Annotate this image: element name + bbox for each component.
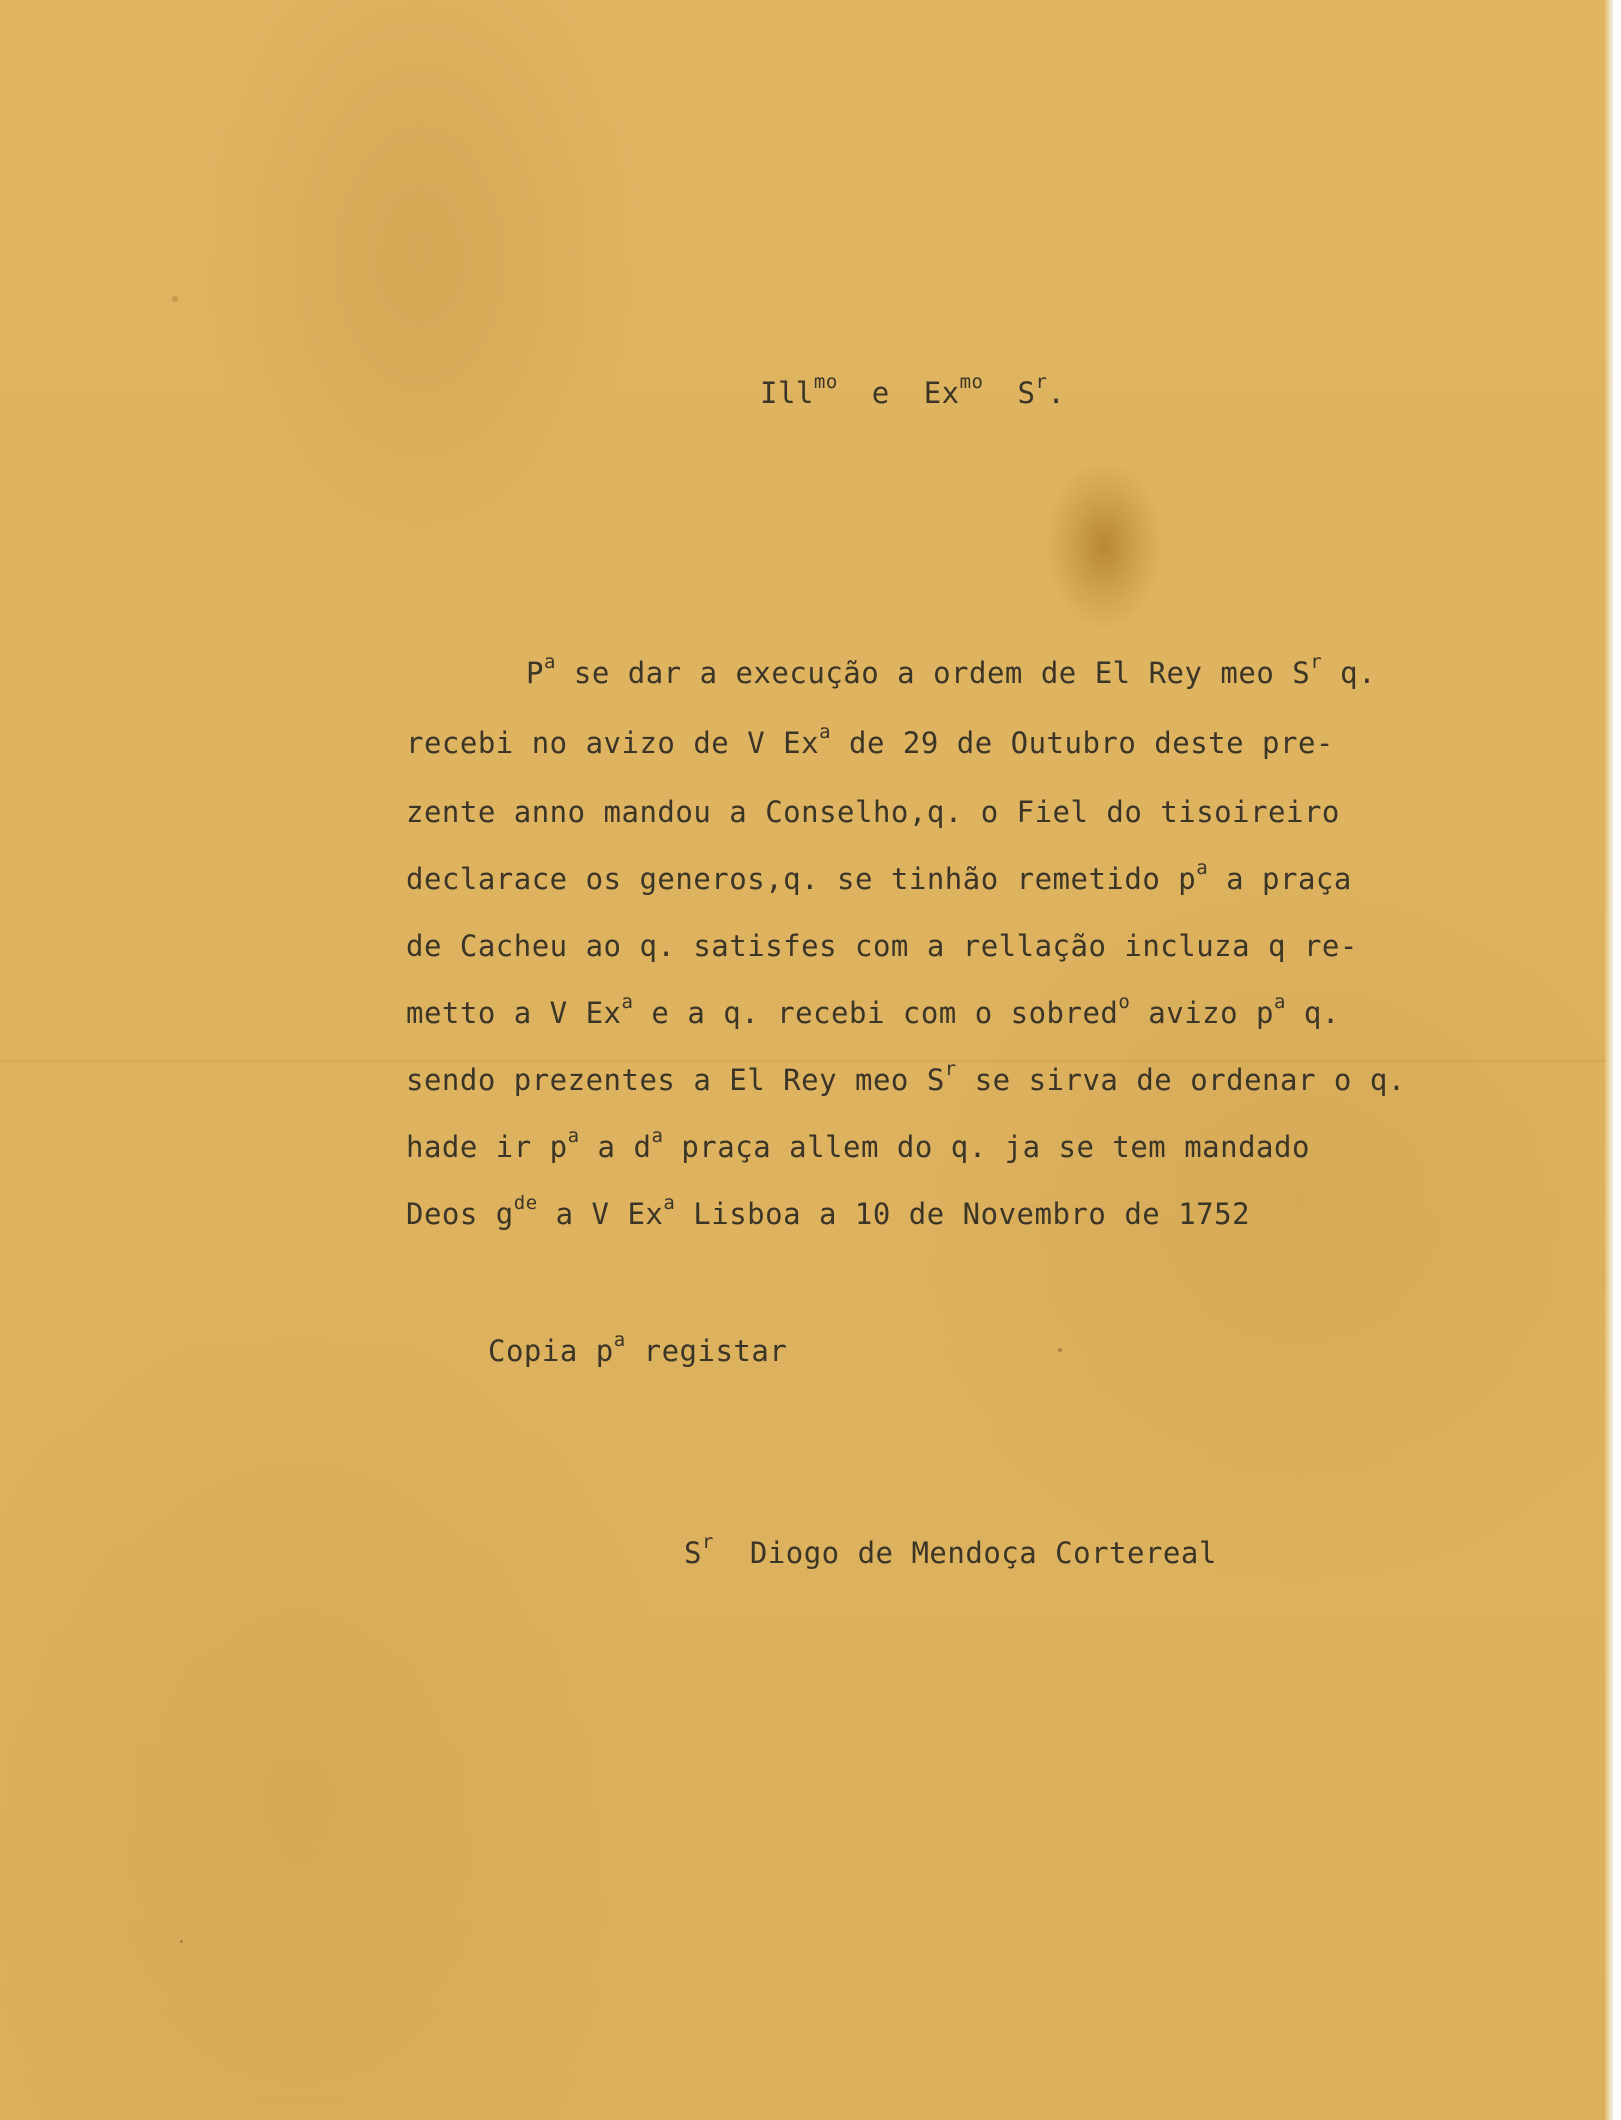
letter-line-2 — [406, 721, 1334, 760]
text-run: praça allem do q. ja se tem mandado — [663, 1130, 1310, 1164]
text-run: a d — [579, 1130, 652, 1164]
superscript: a — [663, 1192, 676, 1215]
superscript: r — [944, 1058, 957, 1081]
text-run: se sirva de ordenar o q. — [956, 1063, 1406, 1097]
letter-line-9 — [406, 1192, 1251, 1231]
ink-speck — [172, 296, 178, 302]
text-run: de 29 de Outubro deste pre- — [831, 726, 1334, 760]
text-run: P — [526, 656, 544, 690]
salutation-word: S — [1017, 376, 1036, 410]
letter-line-4 — [406, 857, 1352, 896]
salutation-word: e — [871, 376, 890, 410]
text-run: S — [684, 1536, 702, 1570]
letter-line-3: zente anno mandou a Conselho,q. o Fiel do tisoireiro — [406, 795, 1340, 829]
superscript: o — [1118, 991, 1131, 1014]
text-run: q. — [1322, 656, 1377, 690]
superscript: a — [621, 991, 634, 1014]
text-run: avizo p — [1130, 996, 1275, 1030]
text-run: a praça — [1208, 862, 1352, 896]
salutation — [760, 371, 1066, 410]
letter-line-5: de Cacheu ao q. satisfes com a rellação incluza q re- — [406, 929, 1358, 963]
copy-note — [488, 1329, 788, 1368]
text-run: Deos g — [406, 1197, 514, 1231]
text-run: sendo prezentes a El Rey meo S — [406, 1063, 945, 1097]
superscript: a — [1274, 991, 1286, 1014]
salutation-period: . — [1047, 376, 1066, 410]
salutation-word: Ill — [760, 376, 814, 410]
superscript: a — [651, 1125, 664, 1148]
text-run: se dar a execução a ordem de El Rey meo S — [555, 656, 1311, 690]
superscript: r — [1310, 651, 1323, 674]
superscript: a — [1196, 857, 1209, 880]
ink-speck — [180, 1940, 183, 1943]
paper-fold — [0, 1060, 1613, 1062]
letter-line-7 — [406, 1058, 1406, 1097]
text-run: registar — [625, 1334, 788, 1368]
superscript: r — [701, 1531, 714, 1554]
ink-speck — [1058, 1348, 1062, 1352]
letter-line-8 — [406, 1125, 1310, 1164]
superscript: de — [513, 1192, 538, 1215]
superscript: a — [819, 721, 832, 744]
superscript: a — [543, 651, 556, 674]
superscript: a — [567, 1125, 580, 1148]
text-run: q. — [1285, 996, 1340, 1030]
text-run: recebi no avizo de V Ex — [406, 726, 820, 760]
text-run: hade ir p — [406, 1130, 568, 1164]
superscript: r — [1035, 371, 1048, 394]
text-run: declarace os generos,q. se tinhão remetido p — [406, 862, 1197, 896]
text-run: Copia p — [488, 1334, 614, 1368]
letter-line-1 — [526, 651, 1377, 690]
text-run: Lisboa a 10 de Novembro de 1752 — [675, 1197, 1251, 1231]
text-run: metto a V Ex — [406, 996, 622, 1030]
text-run: Diogo de Mendoça Cortereal — [713, 1536, 1217, 1570]
letter-line-6 — [406, 991, 1340, 1030]
text-run: a V Ex — [537, 1197, 664, 1231]
page-edge — [1605, 0, 1613, 2120]
salutation-word: Ex — [923, 376, 960, 410]
addressee — [684, 1531, 1217, 1570]
superscript: mo — [959, 371, 984, 394]
text-run: e a q. recebi com o sobred — [633, 996, 1119, 1030]
superscript: a — [613, 1329, 626, 1352]
superscript: mo — [813, 371, 838, 394]
